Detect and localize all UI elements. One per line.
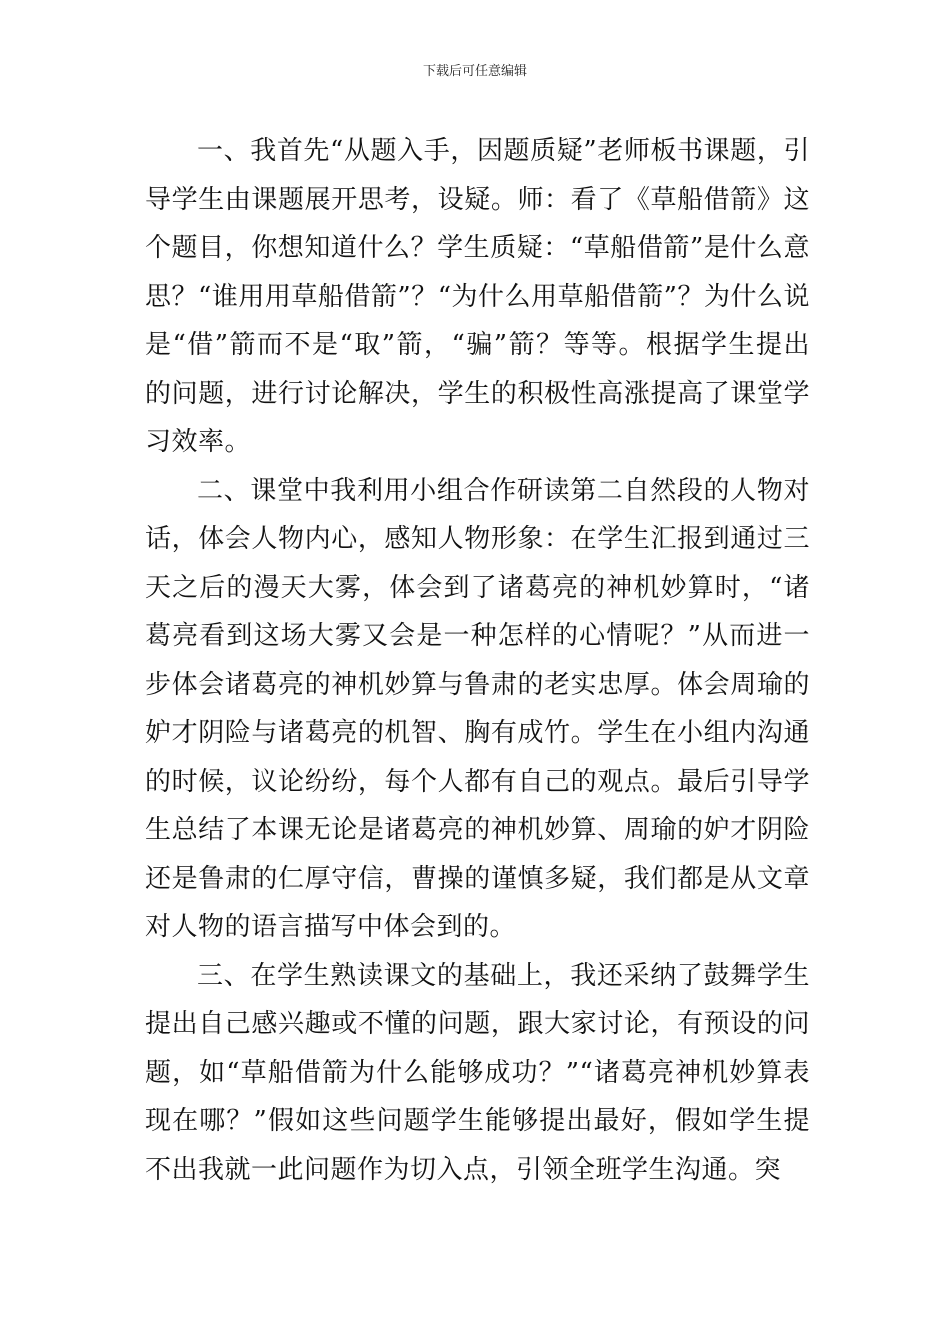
page-header: 下载后可任意编辑 xyxy=(422,64,527,79)
document-body xyxy=(145,127,810,1194)
paragraph-1: 一、我首先“从题入手，因题质疑”老师板书课题，引导学生由课题展开思考，设疑。师：看了《草船借箭》这个题目，你想知道什么？学生质疑：“草船借箭”是什么意思？“谁用用草船借箭”？“为什么用草船借箭”？为什么说是“借”箭而不是“取”箭，“骗”箭？等等。根据学生提出的问题，进行讨论解决，学生的积极性高涨提高了课堂学习效率。 xyxy=(145,136,810,457)
paragraph-3: 三、在学生熟读课文的基础上，我还采纳了鼓舞学生提出自己感兴趣或不懂的问题，跟大家讨论，有预设的问题，如“草船借箭为什么能够成功？”“诸葛亮神机妙算表现在哪？”假如这些问题学生能够提出最好，假如学生提不出我就一此问题作为切入点，引领全班学生沟通。突 xyxy=(145,960,810,1185)
paragraph-2: 二、课堂中我利用小组合作研读第二自然段的人物对话，体会人物内心，感知人物形象：在学生汇报到通过三天之后的漫天大雾，体会到了诸葛亮的神机妙算时，“诸葛亮看到这场大雾又会是一种怎样的心情呢？”从而进一步体会诸葛亮的神机妙算与鲁肃的老实忠厚。体会周瑜的妒才阴险与诸葛亮的机智、胸有成竹。学生在小组内沟通的时候，议论纷纷，每个人都有自己的观点。最后引导学生总结了本课无论是诸葛亮的神机妙算、周瑜的妒才阴险还是鲁肃的仁厚守信，曹操的谨慎多疑，我们都是从文章对人物的语言描写中体会到的。 xyxy=(145,475,810,942)
